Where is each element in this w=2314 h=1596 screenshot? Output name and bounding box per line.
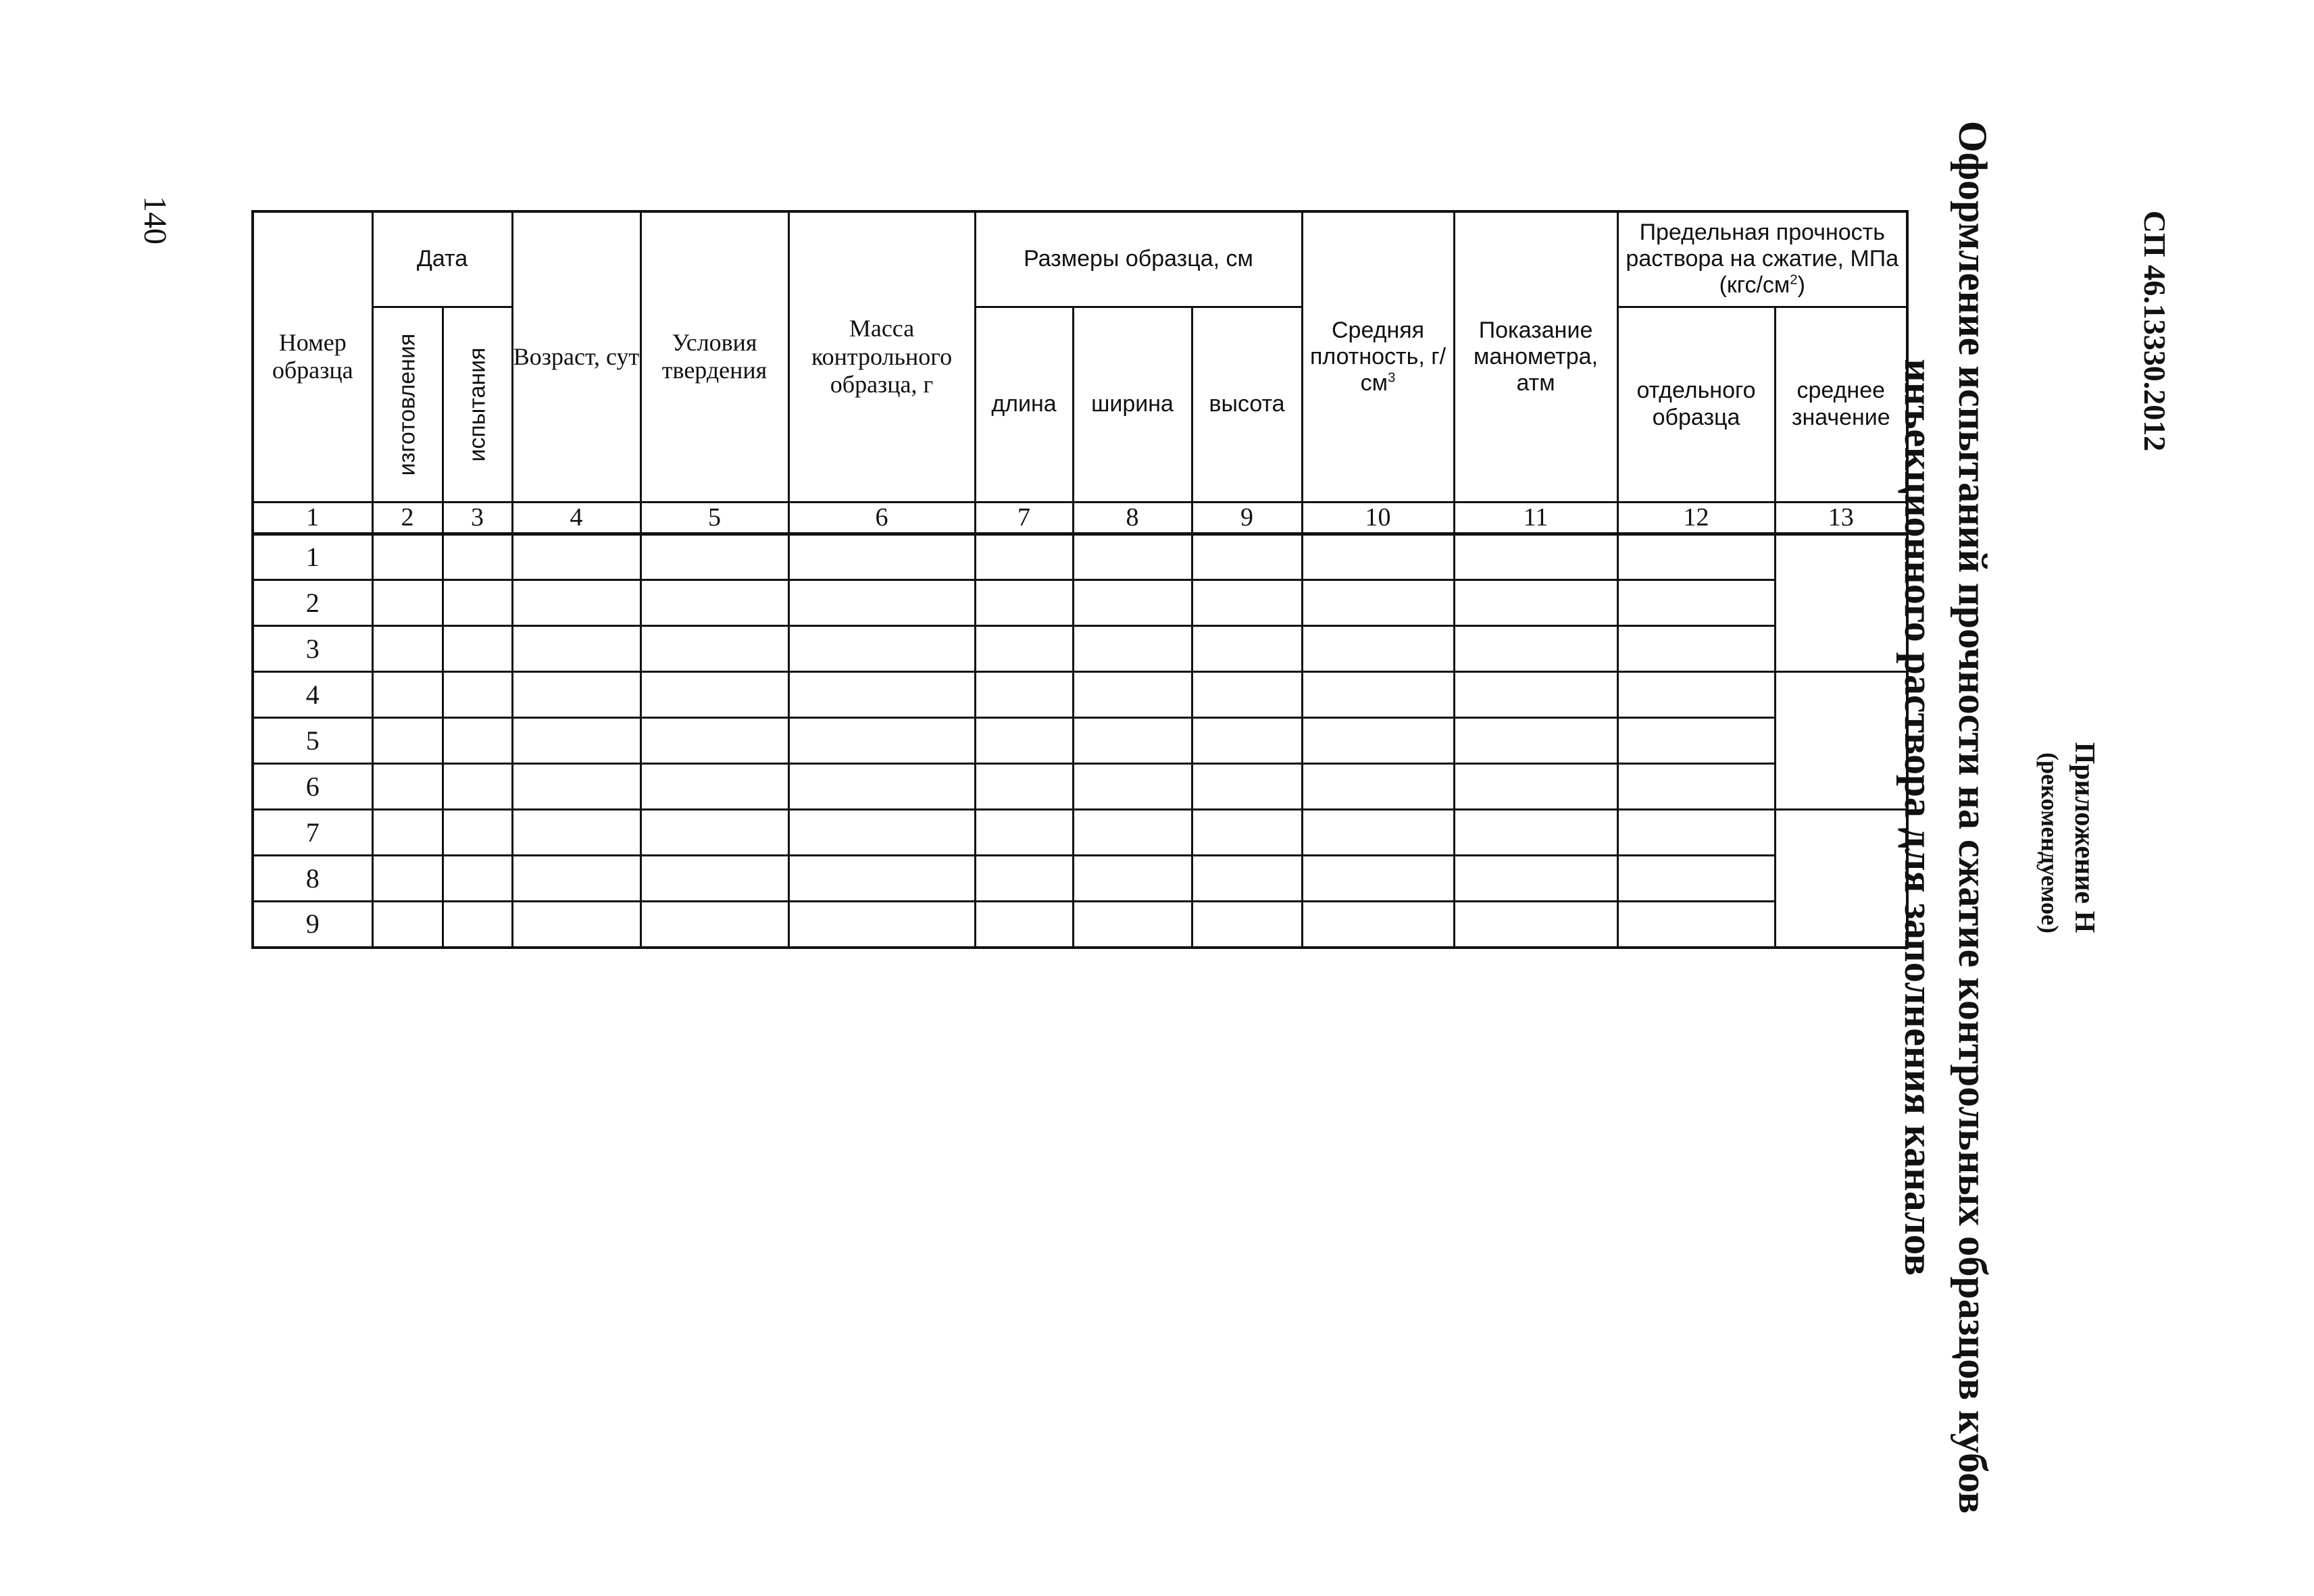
header-date-made: изготовления xyxy=(372,307,443,502)
cell-date-tested[interactable] xyxy=(443,580,512,626)
column-number: 2 xyxy=(372,502,443,534)
cell-average-strength[interactable] xyxy=(1775,534,1907,672)
header-average: среднее значение xyxy=(1775,307,1907,502)
cell-date-made[interactable] xyxy=(372,764,443,810)
cell-length[interactable] xyxy=(975,718,1073,764)
cell-individual-strength[interactable] xyxy=(1617,902,1775,948)
row-number: 5 xyxy=(253,718,372,764)
standard-code: СП 46.13330.2012 xyxy=(2138,210,2173,452)
cell-individual-strength[interactable] xyxy=(1617,856,1775,902)
cell-age[interactable] xyxy=(512,626,640,672)
cell-length[interactable] xyxy=(975,626,1073,672)
cell-date-tested[interactable] xyxy=(443,856,512,902)
cell-date-made[interactable] xyxy=(372,534,443,580)
row-number: 6 xyxy=(253,764,372,810)
row-number: 8 xyxy=(253,856,372,902)
cell-width[interactable] xyxy=(1073,856,1192,902)
cell-length[interactable] xyxy=(975,580,1073,626)
cell-density[interactable] xyxy=(1302,534,1454,580)
cell-height[interactable] xyxy=(1192,810,1302,856)
cell-length[interactable] xyxy=(975,856,1073,902)
cell-date-tested[interactable] xyxy=(443,672,512,718)
cell-curing[interactable] xyxy=(640,902,788,948)
column-number: 7 xyxy=(975,502,1073,534)
row-number: 2 xyxy=(253,580,372,626)
header-length: длина xyxy=(975,307,1073,502)
cell-curing[interactable] xyxy=(640,580,788,626)
row-number: 3 xyxy=(253,626,372,672)
header-dimensions: Размеры образца, см xyxy=(975,211,1302,307)
cell-age[interactable] xyxy=(512,672,640,718)
cell-age[interactable] xyxy=(512,534,640,580)
cell-date-made[interactable] xyxy=(372,810,443,856)
cell-width[interactable] xyxy=(1073,534,1192,580)
cell-individual-strength[interactable] xyxy=(1617,718,1775,764)
header-strength: Предельная прочность раствора на сжатие, МПа $(кгс/см^2)$ xyxy=(1617,211,1907,307)
cell-date-tested[interactable] xyxy=(443,626,512,672)
cell-height[interactable] xyxy=(1192,626,1302,672)
cell-width[interactable] xyxy=(1073,672,1192,718)
cell-gauge[interactable] xyxy=(1454,902,1617,948)
row-number: 9 xyxy=(253,902,372,948)
column-number: 1 xyxy=(253,502,372,534)
cell-individual-strength[interactable] xyxy=(1617,580,1775,626)
cell-curing[interactable] xyxy=(640,672,788,718)
cell-date-tested[interactable] xyxy=(443,764,512,810)
cell-density[interactable] xyxy=(1302,902,1454,948)
row-number: 1 xyxy=(253,534,372,580)
header-curing: Условия твердения xyxy=(640,211,788,502)
cell-date-tested[interactable] xyxy=(443,902,512,948)
column-number: 8 xyxy=(1073,502,1192,534)
cell-density[interactable] xyxy=(1302,810,1454,856)
header-width: ширина xyxy=(1073,307,1192,502)
header-date: Дата xyxy=(372,211,512,307)
cell-density[interactable] xyxy=(1302,856,1454,902)
cell-length[interactable] xyxy=(975,764,1073,810)
cell-width[interactable] xyxy=(1073,902,1192,948)
cell-mass[interactable] xyxy=(788,626,975,672)
header-mass: Масса контрольного образца, г xyxy=(788,211,975,502)
test-results-table xyxy=(251,210,1909,949)
cell-length[interactable] xyxy=(975,902,1073,948)
cell-length[interactable] xyxy=(975,810,1073,856)
cell-height[interactable] xyxy=(1192,580,1302,626)
header-date-tested: испытания xyxy=(443,307,512,502)
cell-gauge[interactable] xyxy=(1454,580,1617,626)
cell-width[interactable] xyxy=(1073,626,1192,672)
cell-gauge[interactable] xyxy=(1454,534,1617,580)
cell-date-tested[interactable] xyxy=(443,810,512,856)
cell-mass[interactable] xyxy=(788,856,975,902)
column-number: 9 xyxy=(1192,502,1302,534)
cell-date-made[interactable] xyxy=(372,902,443,948)
row-number: 4 xyxy=(253,672,372,718)
cell-mass[interactable] xyxy=(788,672,975,718)
cell-width[interactable] xyxy=(1073,718,1192,764)
cell-individual-strength[interactable] xyxy=(1617,672,1775,718)
cell-height[interactable] xyxy=(1192,856,1302,902)
column-number: 12 xyxy=(1617,502,1775,534)
row-number: 7 xyxy=(253,810,372,856)
cell-width[interactable] xyxy=(1073,810,1192,856)
cell-gauge[interactable] xyxy=(1454,810,1617,856)
cell-age[interactable] xyxy=(512,810,640,856)
cell-density[interactable] xyxy=(1302,764,1454,810)
cell-length[interactable] xyxy=(975,534,1073,580)
cell-curing[interactable] xyxy=(640,626,788,672)
cell-gauge[interactable] xyxy=(1454,672,1617,718)
cell-individual-strength[interactable] xyxy=(1617,764,1775,810)
cell-length[interactable] xyxy=(975,672,1073,718)
cell-date-made[interactable] xyxy=(372,856,443,902)
column-number: 4 xyxy=(512,502,640,534)
cell-height[interactable] xyxy=(1192,764,1302,810)
cell-gauge[interactable] xyxy=(1454,764,1617,810)
cell-mass[interactable] xyxy=(788,902,975,948)
cell-width[interactable] xyxy=(1073,580,1192,626)
cell-date-made[interactable] xyxy=(372,626,443,672)
cell-date-tested[interactable] xyxy=(443,718,512,764)
column-number: 6 xyxy=(788,502,975,534)
cell-mass[interactable] xyxy=(788,764,975,810)
cell-height[interactable] xyxy=(1192,902,1302,948)
column-number: 3 xyxy=(443,502,512,534)
header-sample-number: Номер образца xyxy=(253,211,372,502)
cell-curing[interactable] xyxy=(640,718,788,764)
cell-date-tested[interactable] xyxy=(443,534,512,580)
header-individual: отдельного образца xyxy=(1617,307,1775,502)
cell-date-made[interactable] xyxy=(372,580,443,626)
cell-curing[interactable] xyxy=(640,810,788,856)
cell-average-strength[interactable] xyxy=(1775,672,1907,810)
cell-curing[interactable] xyxy=(640,534,788,580)
appendix-title: Приложение Н xyxy=(2069,742,2100,933)
cell-age[interactable] xyxy=(512,718,640,764)
cell-curing[interactable] xyxy=(640,856,788,902)
cell-density[interactable] xyxy=(1302,626,1454,672)
cell-gauge[interactable] xyxy=(1454,718,1617,764)
cell-gauge[interactable] xyxy=(1454,856,1617,902)
cell-mass[interactable] xyxy=(788,580,975,626)
cell-age[interactable] xyxy=(512,764,640,810)
cell-height[interactable] xyxy=(1192,534,1302,580)
header-age: Возраст, сут xyxy=(512,211,640,502)
column-number: 5 xyxy=(640,502,788,534)
header-gauge: Показание манометра, атм xyxy=(1454,211,1617,502)
cell-gauge[interactable] xyxy=(1454,626,1617,672)
cell-mass[interactable] xyxy=(788,718,975,764)
cell-density[interactable] xyxy=(1302,718,1454,764)
cell-mass[interactable] xyxy=(788,534,975,580)
column-number: 11 xyxy=(1454,502,1617,534)
column-number: 13 xyxy=(1775,502,1907,534)
column-number: 10 xyxy=(1302,502,1454,534)
cell-date-made[interactable] xyxy=(372,672,443,718)
cell-age[interactable] xyxy=(512,580,640,626)
cell-individual-strength[interactable] xyxy=(1617,810,1775,856)
cell-date-made[interactable] xyxy=(372,718,443,764)
cell-mass[interactable] xyxy=(788,810,975,856)
header-height: высота xyxy=(1192,307,1302,502)
header-density: Средняя плотность, $г/см^3$ xyxy=(1302,211,1454,502)
cell-age[interactable] xyxy=(512,902,640,948)
cell-density[interactable] xyxy=(1302,580,1454,626)
appendix-subtitle: (рекомендуемое) xyxy=(2036,752,2063,933)
document-heading: Оформление испытаний прочности на сжатие контрольных образцов кубов инъекционного раствора для заполнения каналов xyxy=(1896,120,1995,1514)
cell-height[interactable] xyxy=(1192,672,1302,718)
cell-average-strength[interactable] xyxy=(1775,810,1907,948)
page-number: 140 xyxy=(137,196,173,244)
cell-individual-strength[interactable] xyxy=(1617,626,1775,672)
cell-age[interactable] xyxy=(512,856,640,902)
cell-individual-strength[interactable] xyxy=(1617,534,1775,580)
cell-width[interactable] xyxy=(1073,764,1192,810)
cell-curing[interactable] xyxy=(640,764,788,810)
cell-density[interactable] xyxy=(1302,672,1454,718)
cell-height[interactable] xyxy=(1192,718,1302,764)
